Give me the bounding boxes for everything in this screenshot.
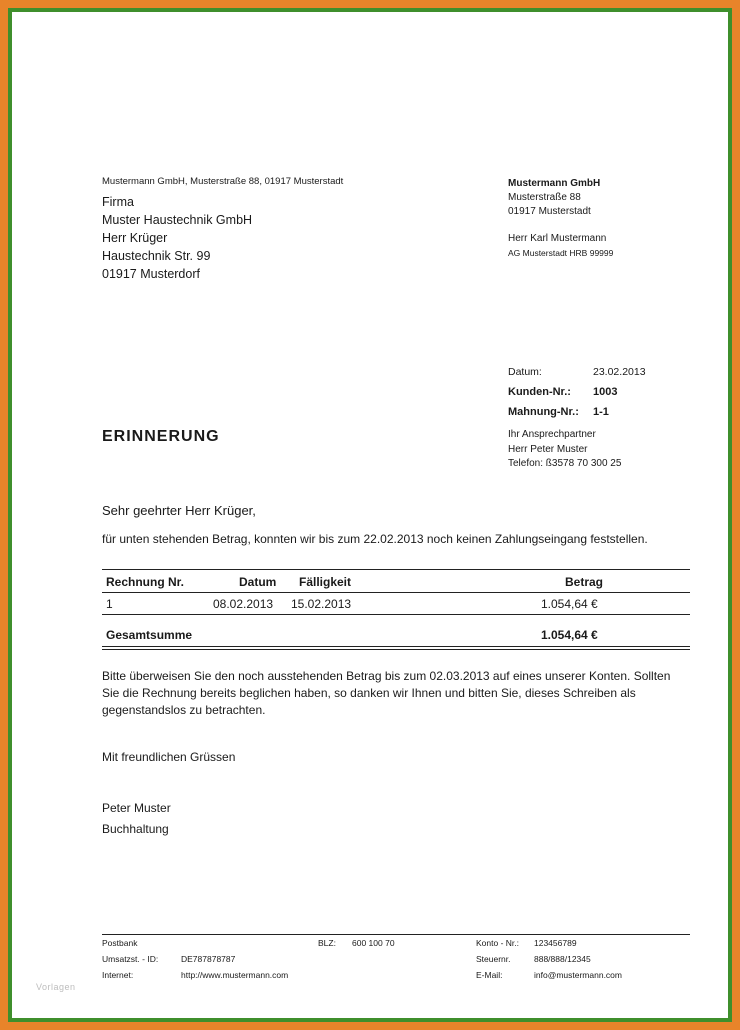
company-register: AG Musterstadt HRB 99999 <box>508 248 614 258</box>
header-amount: Betrag <box>565 575 604 589</box>
footer-account-label: Konto - Nr.: <box>476 938 519 948</box>
footer-blz-value: 600 100 70 <box>352 938 395 948</box>
header-date: Datum <box>239 575 277 589</box>
contact-name: Herr Peter Muster <box>508 443 588 455</box>
salutation: Sehr geehrter Herr Krüger, <box>102 503 256 518</box>
total-rule-1 <box>102 646 690 647</box>
cell-amount: 1.054,64 € <box>541 597 598 611</box>
footer-rule <box>102 934 690 935</box>
closing-paragraph: Bitte überweisen Sie den noch ausstehenden Betrag bis zum 02.03.2013 auf eines unserer Konten. Sollten Sie die Rechnung bereits beglichen haben, so danken wir Ihnen und bitten Sie, dieses Schreiben als gegenstandslos zu betrachten. <box>102 669 671 717</box>
total-rule-2 <box>102 649 690 650</box>
reminder-number-value: 1-1 <box>593 406 609 418</box>
recipient-address <box>102 193 252 283</box>
contact-label: Ihr Ansprechpartner <box>508 429 596 440</box>
cell-date: 08.02.2013 <box>213 597 274 611</box>
contact-phone: Telefon: ß3578 70 300 25 <box>508 458 622 469</box>
header-bottom-rule <box>102 592 690 593</box>
company-city: 01917 Musterstadt <box>508 206 591 217</box>
greeting: Mit freundlichen Grüssen <box>102 750 236 764</box>
recipient-line: Muster Haustechnik GmbH <box>102 213 253 227</box>
signature-department: Buchhaltung <box>102 822 169 836</box>
footer-email-label: E-Mail: <box>476 970 503 980</box>
company-name: Mustermann GmbH <box>508 178 601 189</box>
intro-paragraph: für unten stehenden Betrag, konnten wir bis zum 22.02.2013 noch keinen Zahlungseingang feststellen. <box>102 532 648 546</box>
total-label: Gesamtsumme <box>106 628 193 642</box>
cell-invoice-number: 1 <box>106 597 113 611</box>
footer-account-value: 123456789 <box>534 938 577 948</box>
header-due-date: Fälligkeit <box>299 575 352 589</box>
footer-tax-value: 888/888/12345 <box>534 954 591 964</box>
signature-name: Peter Muster <box>102 801 171 815</box>
footer-vat-value: DE787878787 <box>181 954 236 964</box>
customer-number-value: 1003 <box>593 386 618 398</box>
signature-block <box>102 798 171 840</box>
recipient-line: Herr Krüger <box>102 231 168 245</box>
recipient-line: Haustechnik Str. 99 <box>102 249 211 263</box>
customer-number-label: Kunden-Nr.: <box>508 386 571 398</box>
footer-website-link[interactable]: http://www.mustermann.com <box>181 970 289 980</box>
header-invoice-number: Rechnung Nr. <box>106 575 185 589</box>
date-value: 23.02.2013 <box>593 366 646 378</box>
table-top-rule <box>102 569 690 570</box>
company-owner: Herr Karl Mustermann <box>508 233 607 244</box>
reminder-number-label: Mahnung-Nr.: <box>508 406 579 418</box>
recipient-line: 01917 Musterdorf <box>102 267 200 281</box>
cell-due-date: 15.02.2013 <box>291 597 352 611</box>
company-block <box>508 177 613 260</box>
company-street: Musterstraße 88 <box>508 192 581 203</box>
contact-person-block <box>508 428 621 472</box>
row-bottom-rule <box>102 614 690 615</box>
footer-blz-label: BLZ: <box>318 938 336 948</box>
footer-email-link[interactable]: info@mustermann.com <box>534 970 622 980</box>
date-label: Datum: <box>508 366 542 378</box>
sender-return-address: Mustermann GmbH, Musterstraße 88, 01917 Musterstadt <box>102 176 344 187</box>
watermark: Vorlagen <box>36 982 76 992</box>
footer-bank: Postbank <box>102 938 138 948</box>
footer-internet-label: Internet: <box>102 970 134 980</box>
footer-tax-label: Steuernr. <box>476 954 511 964</box>
recipient-line: Firma <box>102 195 134 209</box>
footer-vat-label: Umsatzst. - ID: <box>102 954 159 964</box>
document-title: ERINNERUNG <box>102 428 220 445</box>
total-value: 1.054,64 € <box>541 628 598 642</box>
